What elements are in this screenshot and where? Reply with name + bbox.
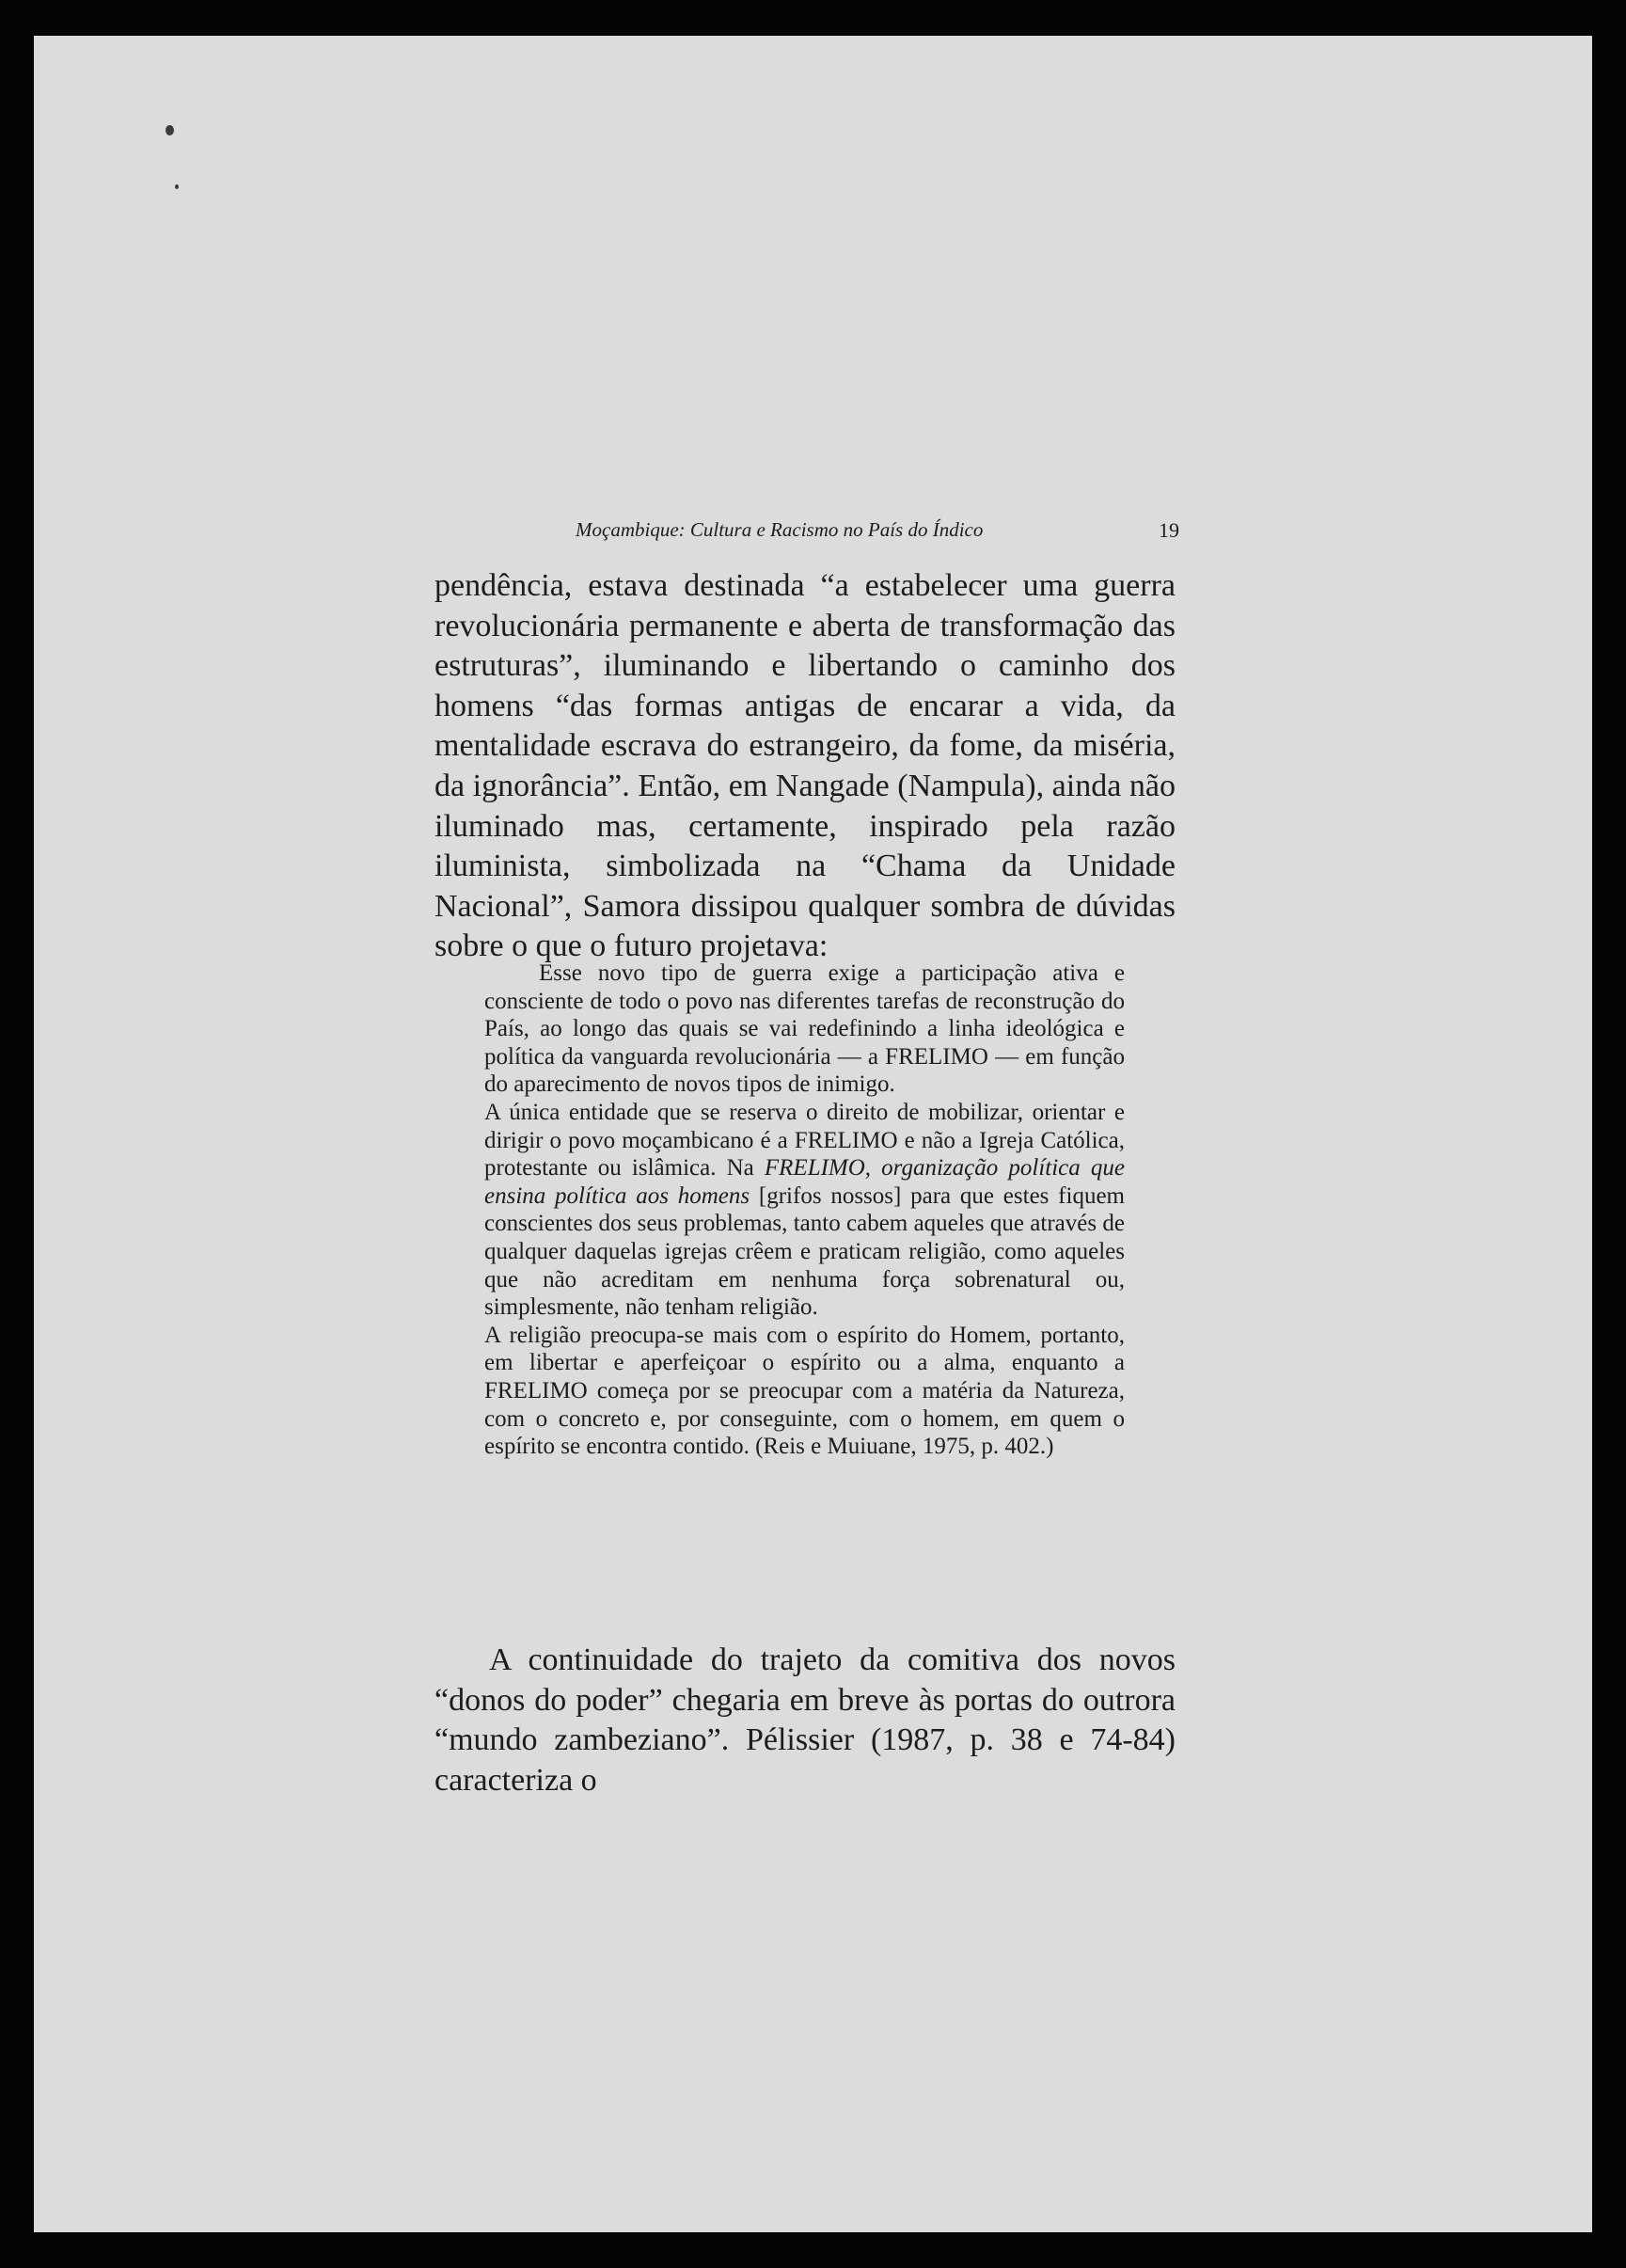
running-header: [576, 513, 1179, 550]
dust-speck: [166, 125, 174, 135]
quote-paragraph: Esse novo tipo de guerra exige a participação ativa e consciente de todo o povo nas diferentes tarefas de reconstrução do País, ao longo das quais se vai redefinindo a linha ideológica e política da vanguarda revolucionária — a FRELIMO — em função do aparecimento de novos tipos de inimigo.: [484, 960, 1125, 1098]
quote-emphasis: FRELIMO, organização política que ensina política aos homens: [484, 1155, 1125, 1209]
body-paragraph: A continuidade do trajeto da comitiva dos novos “donos do poder” chegaria em breve às portas do outrora “mundo zambeziano”. Pélissier (1987, p. 38 e 74-84) caracteriza o: [434, 1642, 1176, 1798]
block-quote: [484, 960, 1125, 1461]
dust-speck: [175, 184, 179, 189]
body-paragraph: pendência, estava destinada “a estabelecer uma guerra revolucionária permanente e aberta de transformação das estruturas”, iluminando e libertando o caminho dos homens “das formas antigas de encarar a vida, da mentalidade escrava do estrangeiro, da fome, da miséria, da ignorância”. Então, em Nangade (Nampula), ainda não iluminado mas, certamente, inspirado pela razão iluminista, simbolizada na “Chama da Unidade Nacional”, Samora dissipou qualquer sombra de dúvidas sobre o que o futuro projetava:: [434, 568, 1176, 964]
quote-paragraph: [484, 1099, 1125, 1322]
quote-text: A única entidade que se reserva o direito de mobilizar, orientar e dirigir o povo moçambicano é a FRELIMO e não a Igreja Católica, protestante ou islâmica. Na: [484, 1099, 1125, 1182]
page-number: 19: [1159, 518, 1179, 542]
quote-text: [grifos nossos] para que estes fiquem conscientes dos seus problemas, tanto cabem aqueles que através de qualquer daquelas igrejas crêem e praticam religião, como aqueles que não acreditam em nenhuma força sobrenatural ou, simplesmente, não tenham religião.: [484, 1182, 1125, 1321]
quote-paragraph: A religião preocupa-se mais com o espírito do Homem, portanto, em libertar e aperfeiçoar o espírito ou a alma, enquanto a FRELIMO começa por se preocupar com a matéria da Natureza, com o concreto e, por conseguinte, com o homem, em quem o espírito se encontra contido. (Reis e Muiuane, 1975, p. 402.): [484, 1322, 1125, 1460]
running-title: Moçambique: Cultura e Racismo no País do Índico: [576, 518, 984, 541]
